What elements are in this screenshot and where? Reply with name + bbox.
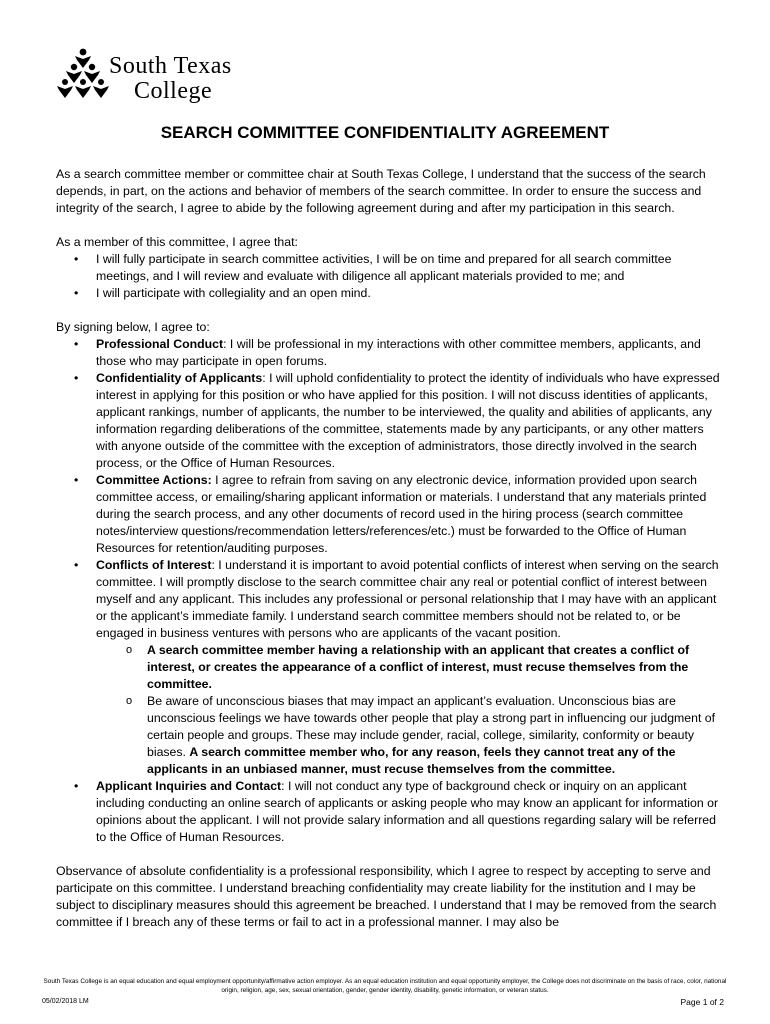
member-list: [56, 251, 720, 302]
people-emblem-icon: [56, 46, 110, 106]
footer-date: 05/02/2018 LM: [42, 998, 89, 1005]
list-item-committee-actions: • Committee Actions: I agree to refrain from saving on any electronic device, information provided upon search committee access, or emailing/sharing applicant information or materials. I understand that any materials printed during the search process, and any other documents of record used in the hiring process (search committee notes/interview questions/recommendation letters/references/etc.) must be forwarded to the Office of Human Resources for retention/auditing purposes.: [74, 473, 707, 555]
member-heading: As a member of this committee, I agree that:: [56, 235, 298, 249]
sub-list-item: o A search committee member having a relationship with an applicant that creates a conflict of interest, or creates the appearance of a conflict of interest, must recuse themselves from the committee.: [126, 643, 690, 691]
document-title: SEARCH COMMITTEE CONFIDENTIALITY AGREEMENT: [160, 123, 610, 142]
list-item-conflicts-of-interest: • Conflicts of Interest: I understand it is important to avoid potential conflicts of interest when serving on the search committee. I will promptly disclose to the search committee chair any real or potential conflict of interest between myself and any applicant. This includes any professional or personal relationship that I may have with an applicant or the applicant’s immediate family. I understand search committee members should not be related to, or be engaged in business ventures with persons who are applicants of the vacant position. o A search committee member having a relationship with an applicant that creates a conflict of interest, or creates the appearance of a conflict of interest, must recuse themselves from the committee. o Be aware of unconscious biases that may impact an applicant’s evaluation. Unconscious bias are unconscious feelings we have towards other people that play a strong part in influencing our judgment of certain people and groups. These may include gender, racial, college, similarity, conformity or beauty biases. A search committee member who, for any reason, feels they cannot treat any of the applicants in an unbiased manner, must recuse themselves from the committee.: [74, 558, 719, 776]
list-item-confidentiality: • Confidentiality of Applicants: I will uphold confidentiality to protect the identity of individuals who have expressed interest in applying for this position or who have applied for this position. I will not discuss identities of applicants, applicant rankings, number of applicants, the number to be interviewed, the quality and abilities of applicants, any information regarding deliberations of the committee, statements made by any participants, or any other matters with anyone outside of the committee with the exception of administrators, those directly involved in the search process, or the Office of Human Resources.: [74, 371, 720, 470]
closing-paragraph: Observance of absolute confidentiality is a professional responsibility, which I agree to respect by accepting to serve and participate on this committee. I understand breaching confidentiality may create liability for the institution and I may be subject to disciplinary measures should this agreement be breached. I understand that I may be removed from the search committee if I breach any of these terms or fail to act in a professional manner. I may also be: [56, 864, 717, 929]
signing-heading: By signing below, I agree to:: [56, 320, 210, 334]
agreement-list: [56, 336, 720, 846]
logo-line-1: South Texas: [109, 53, 232, 79]
college-logo: [56, 46, 266, 106]
page-number: Page 1 of 2: [680, 997, 724, 1007]
intro-paragraph: As a search committee member or committee chair at South Texas College, I understand that the success of the search depends, in part, on the actions and behavior of members of the search committee. In order to ensure the success and integrity of the search, I agree to abide by the following agreement during and after my participation in this search.: [56, 167, 706, 215]
sub-list-item: o Be aware of unconscious biases that may impact an applicant’s evaluation. Unconscious bias are unconscious feelings we have towards other people that play a strong part in influencing our judgment of certain people and groups. These may include gender, racial, college, similarity, conformity or beauty biases. A search committee member who, for any reason, feels they cannot treat any of the applicants in an unbiased manner, must recuse themselves from the committee.: [126, 694, 716, 776]
list-item: • I will participate with collegiality and an open mind.: [74, 286, 371, 300]
document-body: [56, 166, 720, 931]
conflicts-sub-list: [96, 642, 720, 778]
logo-line-2: College: [134, 78, 213, 104]
footer-notice: South Texas College is an equal education and equal employment opportunity/affirmative action employer. As an equal education institution and equal opportunity employer, the College does not discriminate on the basis of race, color, national origin, religion, age, sex, sexual orientation, gender, gender identity, disability, genetic information, or veteran status.: [43, 978, 727, 994]
list-item: • I will fully participate in search committee activities, I will be on time and prepared for all search committee meetings, and I will review and evaluate with diligence all applicant materials provided to me; and: [74, 252, 672, 283]
list-item-applicant-inquiries: • Applicant Inquiries and Contact: I will not conduct any type of background check or inquiry on an applicant including conducting an online search of applicants or asking people who may know an applicant for information or opinions about the applicant. I will not provide salary information and all questions regarding salary will be referred to the Office of Human Resources.: [74, 779, 719, 844]
list-item-professional-conduct: • Professional Conduct: I will be professional in my interactions with other committee members, applicants, and those who may participate in open forums.: [74, 337, 701, 368]
